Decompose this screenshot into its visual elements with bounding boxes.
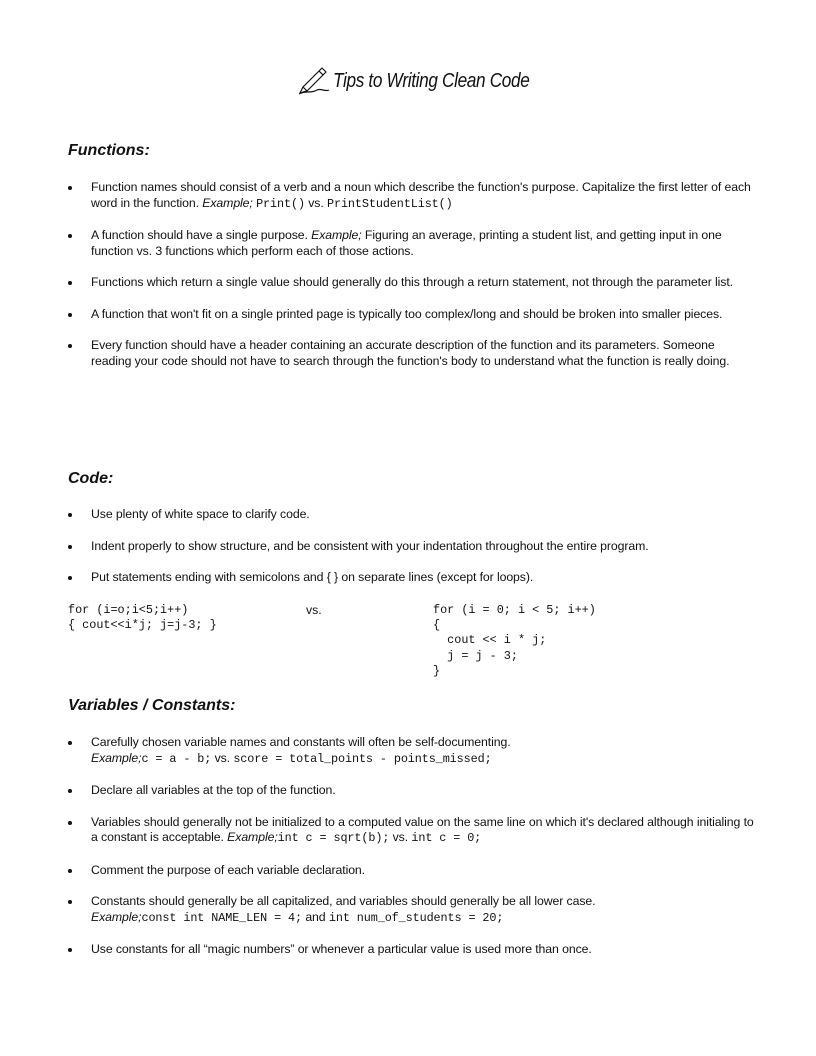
variables-heading: Variables / Constants:: [68, 697, 236, 714]
list-item: A function should have a single purpose. Example; Figuring an average, printing a student list, and getting input in one function vs. 3 functions which perform each of those actions.: [0, 228, 816, 259]
list-item: Every function should have a header containing an accurate description of the function and its parameters. Someone reading your code should not have to search through the function's body to understand what the function is really doing.: [0, 338, 816, 369]
list-item: Put statements ending with semicolons and { } on separate lines (except for loops).: [0, 570, 816, 586]
code-heading: Code:: [68, 470, 114, 487]
list-item: Carefully chosen variable names and constants will often be self-documenting. Example;c = a - b; vs. score = total_points - points_missed;: [0, 735, 816, 767]
list-item: Comment the purpose of each variable declaration.: [0, 863, 816, 879]
list-item: Constants should generally be all capitalized, and variables should generally be all lower case. Example;const int NAME_LEN = 4; and int num_of_students = 20;: [0, 894, 816, 926]
list-item: Declare all variables at the top of the function.: [0, 783, 816, 799]
list-item: Indent properly to show structure, and be consistent with your indentation throughout the entire program.: [0, 539, 816, 555]
pencil-icon: [295, 60, 331, 96]
list-item: Function names should consist of a verb and a noun which describe the function's purpose. Capitalize the first letter of each word in the function. Example; Print() vs. PrintStudentList(): [0, 180, 816, 212]
list-item: Variables should generally not be initialized to a computed value on the same line on which it's declared although initialing to a constant is acceptable. Example;int c = sqrt(b); vs. int c = 0;: [0, 815, 816, 847]
page-title: Tips to Writing Clean Code: [332, 69, 530, 92]
list-item: Use plenty of white space to clarify code.: [0, 507, 816, 523]
list-item: Use constants for all “magic numbers” or whenever a particular value is used more than once.: [0, 942, 816, 958]
list-item: Functions which return a single value should generally do this through a return statement, not through the parameter list.: [0, 275, 816, 291]
title-row: [0, 66, 816, 96]
functions-list: [0, 180, 816, 369]
code-list: [0, 507, 816, 586]
variables-list: [0, 735, 816, 958]
functions-heading: Functions:: [68, 142, 150, 159]
code-example-good: for (i = 0; i < 5; i++) { cout << i * j; j = j - 3; }: [433, 603, 596, 678]
list-item: A function that won't fit on a single printed page is typically too complex/long and should be broken into smaller pieces.: [0, 307, 816, 323]
code-example-bad: for (i=o;i<5;i++) { cout<<i*j; j=j-3; }: [68, 603, 217, 633]
code-compare-vs: vs.: [306, 603, 322, 617]
